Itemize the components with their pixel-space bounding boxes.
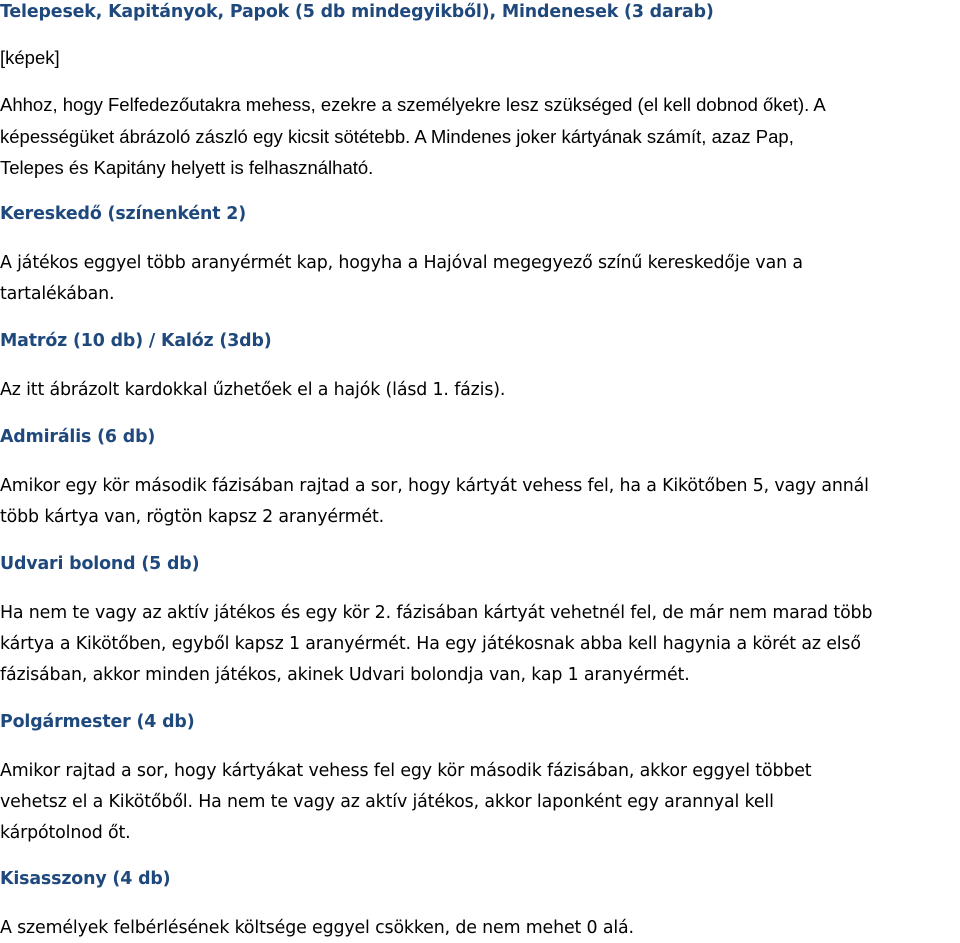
intro-line-1: Ahhoz, hogy Felfedezőutakra mehess, ezekre a személyekre lesz szükséged (el kell dobnod őket). A [0,94,826,115]
section-text-kisasszony-1: A személyek felbérlésének költsége eggyel csökken, de nem mehet 0 alá. [0,918,634,938]
intro-line-2: képességüket ábrázoló zászló egy kicsit sötétebb. A Mindenes joker kártyának számít, azaz Pap, [0,126,794,147]
section-text-polgarmester-2: vehetsz el a Kikötőből. Ha nem te vagy az aktív játékos, akkor laponként egy arannyal kell [0,792,774,812]
section-text-polgarmester-1: Amikor rajtad a sor, hogy kártyákat vehess fel egy kör második fázisában, akkor eggyel többet [0,761,812,781]
section-heading-admiralis: Admirális (6 db) [0,427,156,447]
section-text-polgarmester-3: kárpótolnod őt. [0,823,131,843]
page-title: Telepesek, Kapitányok, Papok (5 db mindegyikből), Mindenesek (3 darab) [0,2,714,22]
section-text-admiralis-2: több kártya van, rögtön kapsz 2 aranyérmét. [0,507,385,527]
section-heading-kereskedo: Kereskedő (színenként 2) [0,204,247,224]
section-heading-polgarmester: Polgármester (4 db) [0,712,195,732]
section-text-udvari-bolond-1: Ha nem te vagy az aktív játékos és egy kör 2. fázisában kártyát vehetnél fel, de már nem marad több [0,603,873,623]
intro-line-3: Telepes és Kapitány helyett is felhasználható. [0,157,374,178]
section-heading-matroz: Matróz (10 db) / Kalóz (3db) [0,331,272,351]
section-heading-udvari-bolond: Udvari bolond (5 db) [0,554,200,574]
section-heading-kisasszony: Kisasszony (4 db) [0,869,171,889]
section-text-udvari-bolond-2: kártya a Kikötőben, egyből kapsz 1 aranyérmét. Ha egy játékosnak abba kell hagynia a körét az első [0,634,861,654]
image-placeholder: [képek] [0,47,60,68]
section-text-udvari-bolond-3: fázisában, akkor minden játékos, akinek Udvari bolondja van, kap 1 aranyérmét. [0,665,690,685]
section-text-matroz-1: Az itt ábrázolt kardokkal űzhetőek el a hajók (lásd 1. fázis). [0,380,506,400]
section-text-kereskedo-1: A játékos eggyel több aranyérmét kap, hogyha a Hajóval megegyező színű kereskedője van a [0,253,803,273]
section-text-admiralis-1: Amikor egy kör második fázisában rajtad a sor, hogy kártyát vehess fel, ha a Kikötőben 5, vagy annál [0,476,869,496]
section-text-kereskedo-2: tartalékában. [0,284,115,304]
